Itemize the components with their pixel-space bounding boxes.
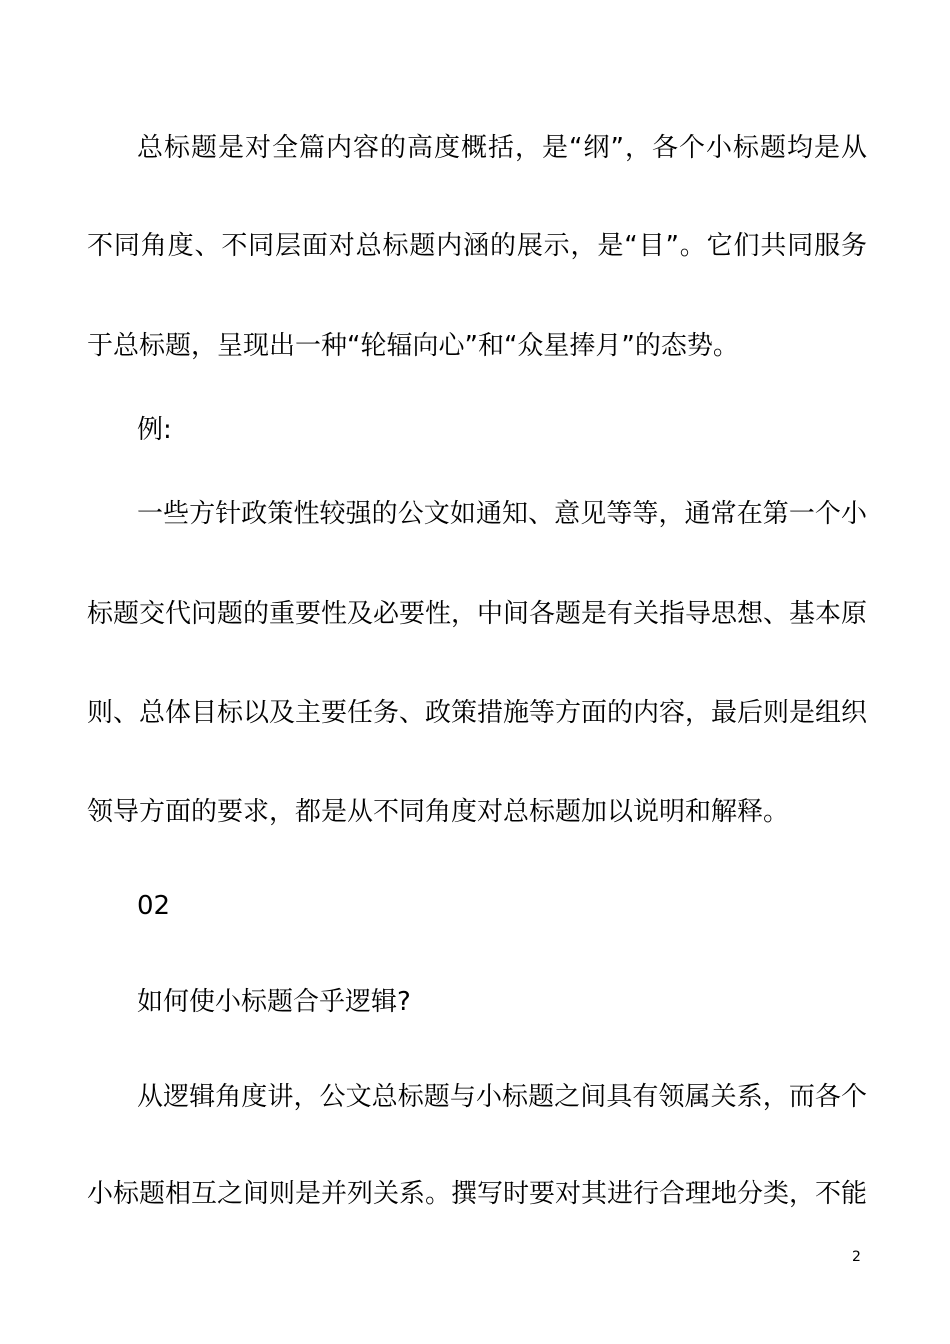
paragraph-1-line-1: 总标题是对全篇内容的高度概括，是“纲”，各个小标题均是从 xyxy=(137,133,867,163)
section-heading: 如何使小标题合乎逻辑? xyxy=(137,987,411,1017)
paragraph-2-line-2: 标题交代问题的重要性及必要性，中间各题是有关指导思想、基本原 xyxy=(87,599,868,629)
paragraph-2-line-3: 则、总体目标以及主要任务、政策措施等方面的内容，最后则是组织 xyxy=(87,698,868,728)
example-label: 例: xyxy=(137,415,172,445)
paragraph-3-line-2: 小标题相互之间则是并列关系。撰写时要对其进行合理地分类，不能 xyxy=(87,1179,868,1209)
paragraph-2-line-4: 领导方面的要求，都是从不同角度对总标题加以说明和解释。 xyxy=(87,797,790,827)
paragraph-1-line-2: 不同角度、不同层面对总标题内涵的展示，是“目”。它们共同服务 xyxy=(87,231,867,261)
paragraph-2-line-1: 一些方针政策性较强的公文如通知、意见等等，通常在第一个小 xyxy=(137,499,867,529)
section-number: 02 xyxy=(137,891,171,921)
page-number: 2 xyxy=(852,1249,861,1265)
paragraph-3-line-1: 从逻辑角度讲，公文总标题与小标题之间具有领属关系，而各个 xyxy=(137,1082,867,1112)
paragraph-1-line-3: 于总标题，呈现出一种“轮辐向心”和“众星捧月”的态势。 xyxy=(87,331,739,361)
